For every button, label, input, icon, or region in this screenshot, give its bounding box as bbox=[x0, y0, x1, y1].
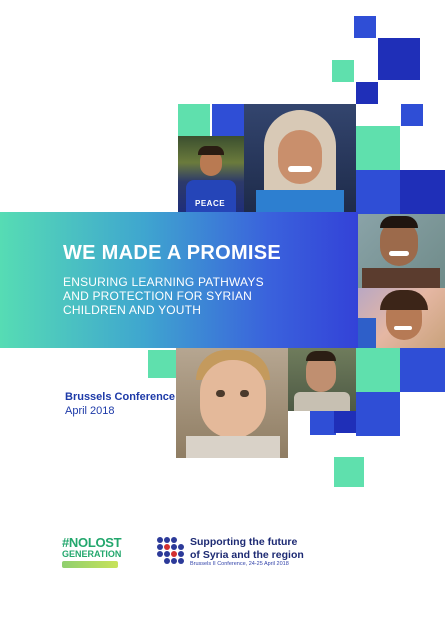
cover-subtitle-line: CHILDREN AND YOUTH bbox=[63, 303, 202, 317]
decor-square bbox=[334, 457, 364, 487]
decor-square bbox=[356, 126, 400, 170]
decor-square bbox=[356, 82, 378, 104]
decor-square bbox=[401, 104, 423, 126]
peace-shirt-text: PEACE bbox=[195, 199, 226, 208]
photo-boy-school bbox=[288, 348, 356, 411]
decor-square bbox=[148, 350, 176, 378]
decor-square bbox=[334, 411, 356, 433]
nlg-logo-line1: #NOLOST bbox=[62, 535, 122, 550]
decor-square bbox=[400, 348, 445, 392]
title-banner bbox=[0, 212, 358, 348]
nlg-logo-line2: GENERATION bbox=[62, 549, 122, 559]
decor-square bbox=[212, 104, 244, 136]
brussels-logo-line2: of Syria and the region bbox=[190, 549, 304, 561]
conference-date: April 2018 bbox=[65, 405, 115, 417]
cover-subtitle bbox=[63, 275, 264, 317]
brussels-logo-line3: Brussels II Conference, 24-25 April 2018 bbox=[190, 561, 289, 567]
decor-square bbox=[356, 348, 400, 392]
decor-square bbox=[354, 16, 376, 38]
photo-young-girl bbox=[176, 348, 288, 458]
photo-boy-peace bbox=[178, 136, 244, 212]
decor-square bbox=[356, 170, 400, 214]
photo-girl-classroom bbox=[356, 288, 445, 348]
cover-title: WE MADE A PROMISE bbox=[63, 242, 282, 264]
decor-square bbox=[310, 411, 336, 435]
decor-square bbox=[356, 392, 400, 436]
decor-square bbox=[400, 170, 445, 214]
cover-subtitle-line: AND PROTECTION FOR SYRIAN bbox=[63, 289, 253, 303]
cover-subtitle-line: ENSURING LEARNING PATHWAYS bbox=[63, 275, 264, 289]
brussels-conference-logo-icon bbox=[156, 535, 186, 567]
photo-girl-hijab bbox=[244, 104, 356, 212]
no-lost-generation-logo bbox=[62, 536, 122, 570]
decor-square bbox=[332, 60, 354, 82]
conference-name: Brussels Conference bbox=[65, 391, 176, 403]
nlg-arabic-strip bbox=[62, 561, 118, 568]
photo-smiling-young-man bbox=[356, 214, 445, 288]
brussels-logo-line1: Supporting the future bbox=[190, 536, 298, 548]
decor-square bbox=[178, 104, 210, 136]
decor-square bbox=[378, 38, 420, 80]
